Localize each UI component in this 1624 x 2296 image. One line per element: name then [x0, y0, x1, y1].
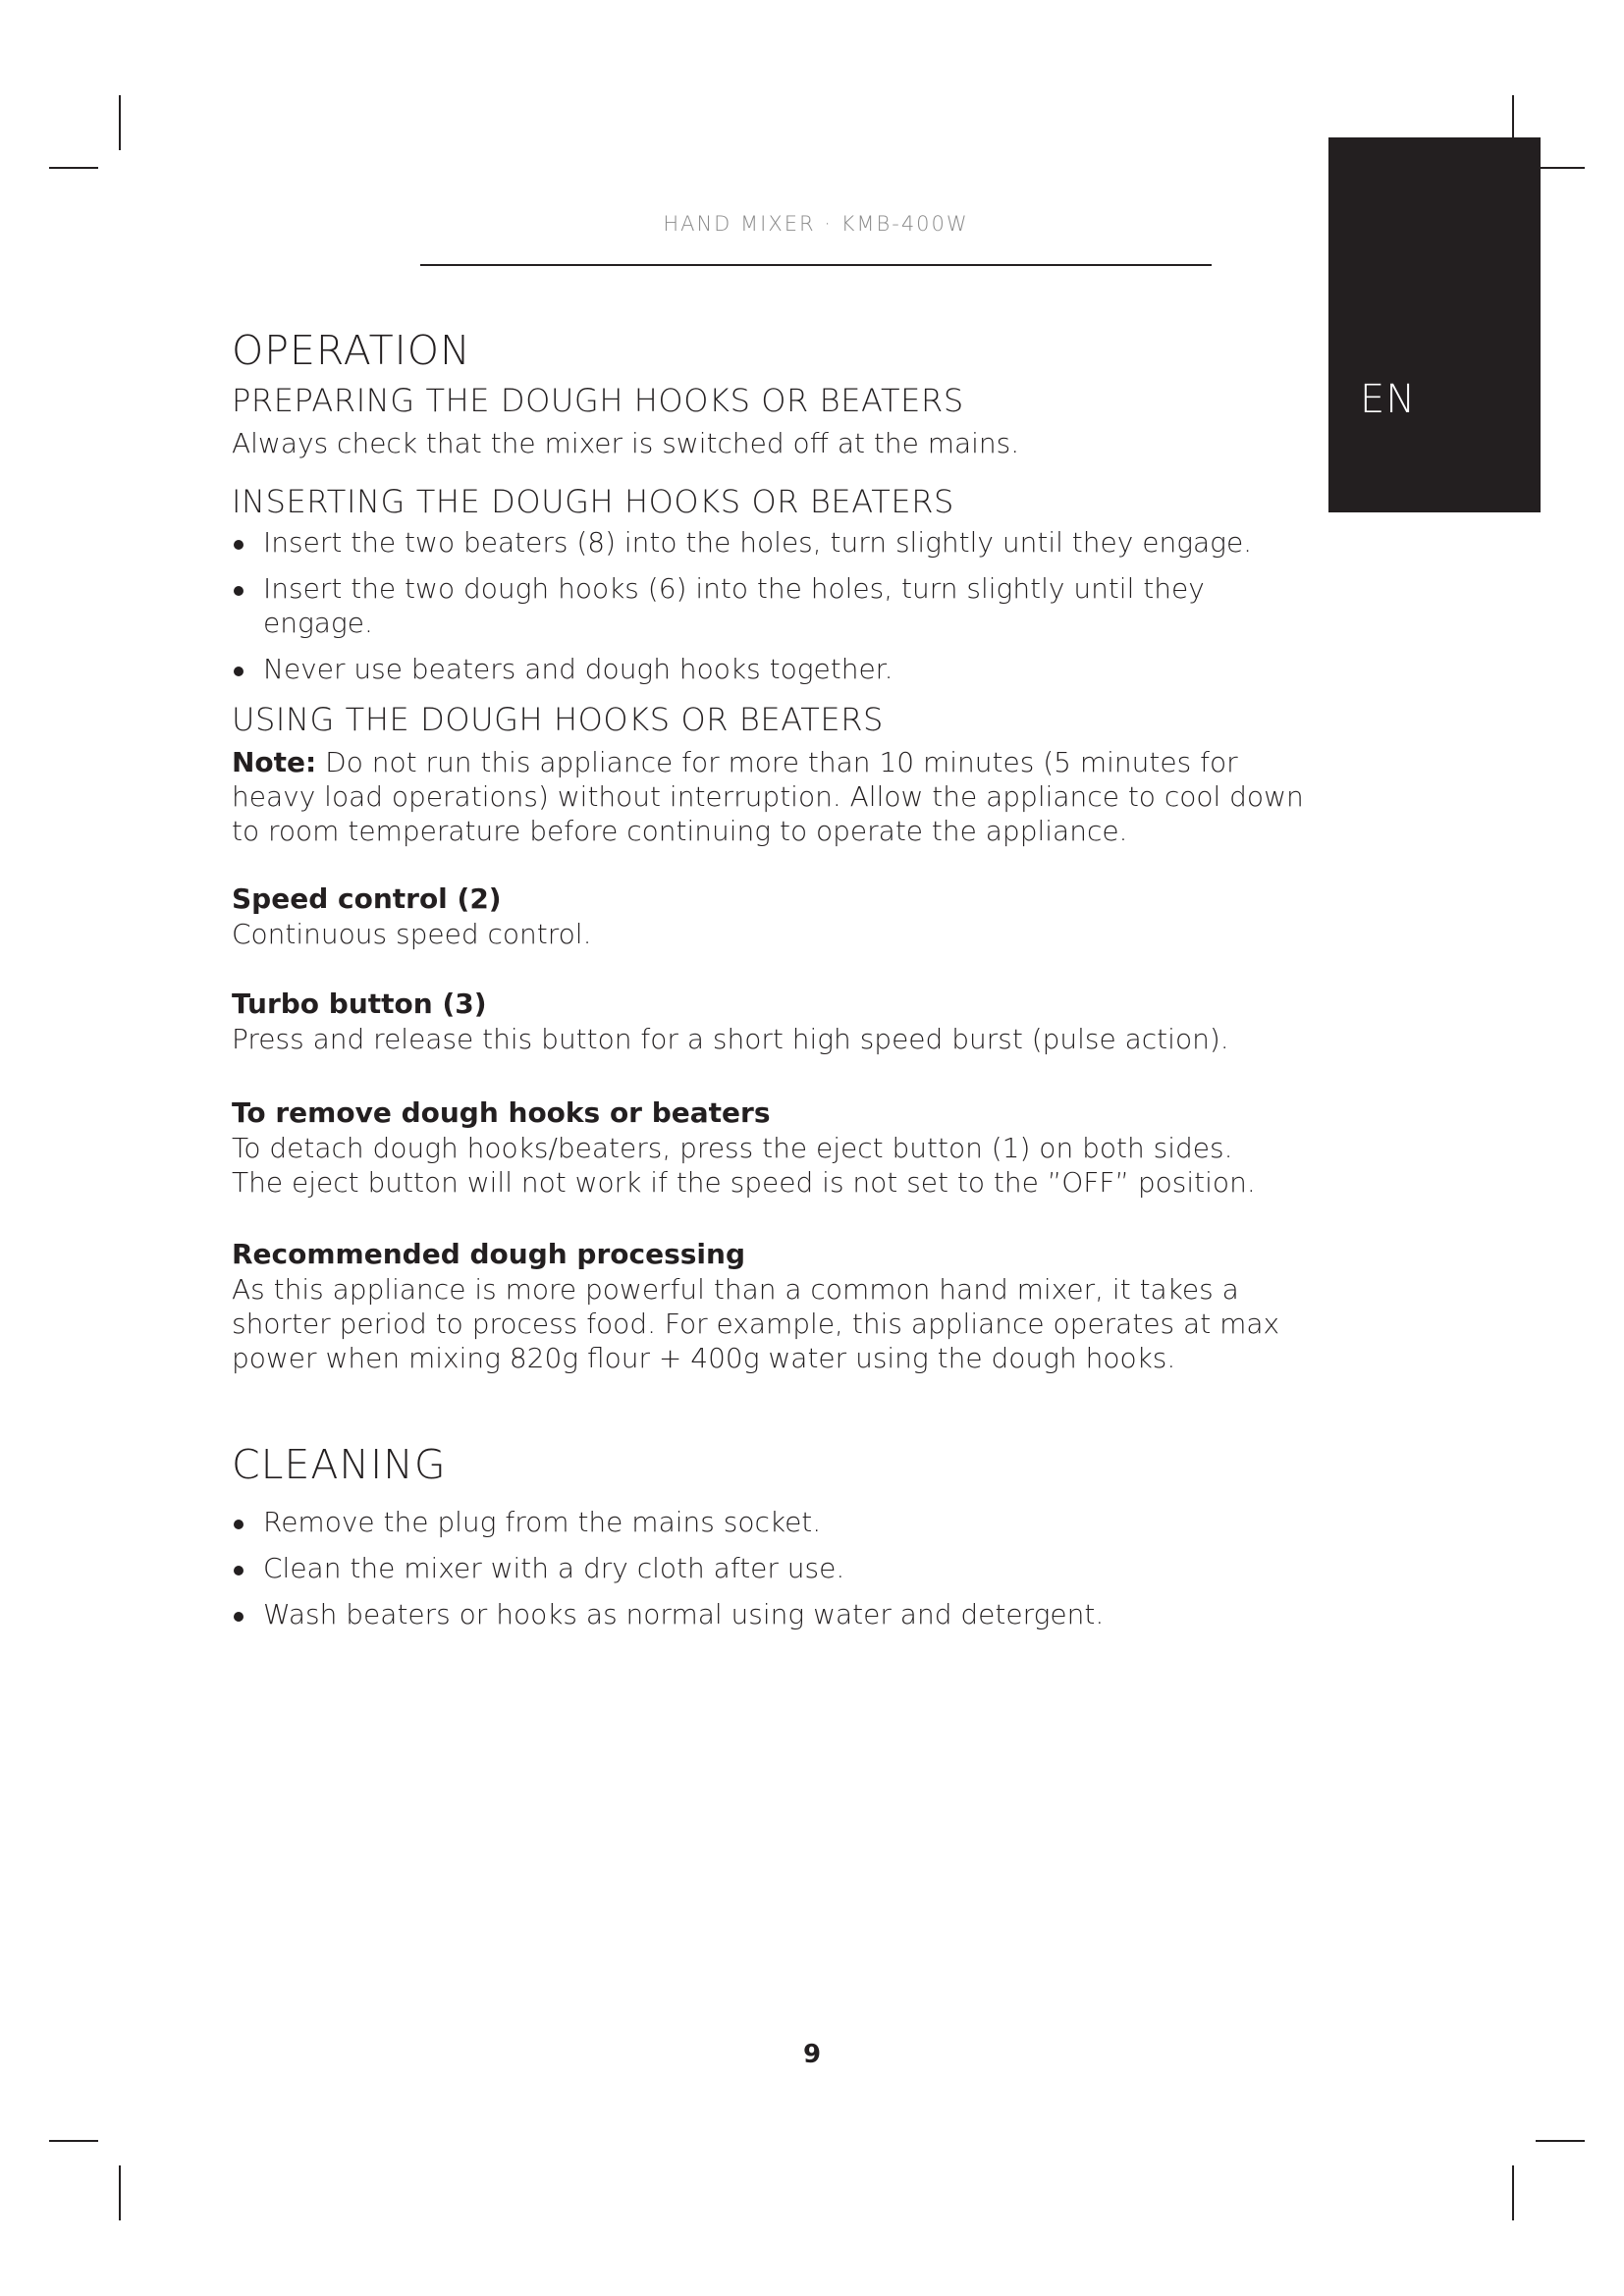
- language-tab-label: EN: [1360, 377, 1417, 422]
- remove-hooks-text-line1: To detach dough hooks/beaters, press the eject button (1) on both sides.: [232, 1132, 1233, 1164]
- note-paragraph: [232, 745, 1322, 848]
- turbo-button-heading: Turbo button (3): [232, 988, 487, 1020]
- list-item: Insert the two dough hooks (6) into the holes, turn slightly until they engage.: [232, 571, 1322, 640]
- list-item: Wash beaters or hooks as normal using water and detergent.: [232, 1597, 1322, 1631]
- running-header: HAND MIXER · KMB-400W: [663, 212, 969, 236]
- crop-mark-bottom-right-horizontal: [1536, 2140, 1585, 2142]
- using-heading: USING THE DOUGH HOOKS OR BEATERS: [232, 701, 884, 738]
- note-label: Note:: [232, 746, 317, 778]
- remove-hooks-text-line2: The eject button will not work if the speed is not set to the ”OFF” position.: [232, 1166, 1256, 1199]
- recommended-processing-text: As this appliance is more powerful than a common hand mixer, it takes a shorter period to process food. For example, this appliance operates at max power when mixing 820g flour + 400g water using the dough hooks.: [232, 1273, 1280, 1374]
- remove-hooks-heading: To remove dough hooks or beaters: [232, 1096, 771, 1129]
- list-item: Clean the mixer with a dry cloth after use.: [232, 1551, 1322, 1585]
- header-divider: [420, 264, 1212, 266]
- list-item: Never use beaters and dough hooks together.: [232, 652, 1322, 686]
- speed-control-text: Continuous speed control.: [232, 918, 592, 950]
- crop-mark-bottom-left-horizontal: [49, 2140, 98, 2142]
- cleaning-heading: CLEANING: [232, 1441, 447, 1488]
- page-number: 9: [802, 2040, 822, 2069]
- cleaning-list: [232, 1505, 1322, 1631]
- crop-mark-bottom-right-vertical: [1512, 2165, 1514, 2220]
- language-tab: [1328, 137, 1541, 512]
- speed-control-heading: Speed control (2): [232, 882, 502, 915]
- operation-heading: OPERATION: [232, 327, 471, 374]
- preparing-heading: PREPARING THE DOUGH HOOKS OR BEATERS: [232, 382, 964, 419]
- crop-mark-top-right-horizontal: [1536, 167, 1585, 169]
- crop-mark-top-left-horizontal: [49, 167, 98, 169]
- crop-mark-bottom-left-vertical: [119, 2165, 121, 2220]
- inserting-heading: INSERTING THE DOUGH HOOKS OR BEATERS: [232, 483, 954, 520]
- list-item: Remove the plug from the mains socket.: [232, 1505, 1322, 1539]
- note-text: Do not run this appliance for more than 10 minutes (5 minutes for heavy load operations) without interruption. Allow the appliance to cool down to room temperature before continuing to operate the appliance.: [232, 746, 1304, 847]
- inserting-list: [232, 525, 1322, 686]
- crop-mark-top-left-vertical: [119, 95, 121, 150]
- preparing-text: Always check that the mixer is switched off at the mains.: [232, 427, 1020, 459]
- turbo-button-text: Press and release this button for a short high speed burst (pulse action).: [232, 1023, 1229, 1055]
- list-item: Insert the two beaters (8) into the holes, turn slightly until they engage.: [232, 525, 1322, 560]
- page-content: [232, 324, 1322, 1643]
- recommended-processing-heading: Recommended dough processing: [232, 1238, 746, 1270]
